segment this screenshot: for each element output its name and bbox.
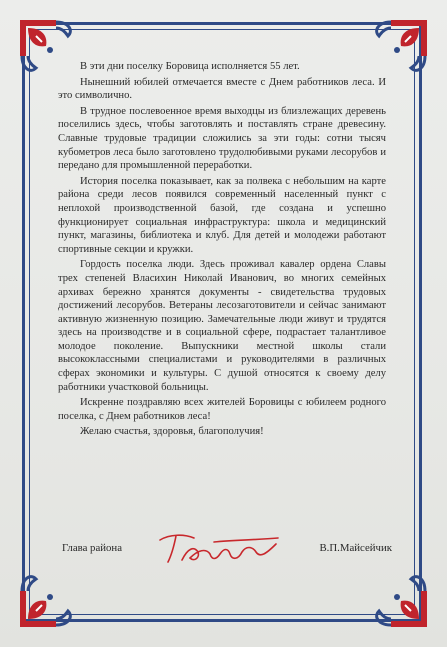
handwritten-signature (154, 530, 284, 568)
corner-ornament-bottom-left (16, 569, 78, 631)
corner-ornament-bottom-right (369, 569, 431, 631)
paragraph-history: В трудное послевоенное время выходцы из близлежащих деревень поселились здесь, чтобы заготовлять и поставлять стране древесину. Славные трудовые традиции сложились за эти годы: сотни тысяч кубометров леса было заготовлено трудолюбивыми руками лесорубов и передано для промышленной переработки. (58, 105, 386, 172)
paragraph-people: Гордость поселка люди. Здесь проживал кавалер ордена Славы трех степеней Власихин Николай Иванович, во многих семейных архивах бережно хранятся документы - свидетельства трудовых достижений лесорубов. Ветераны лесозаготовители и сейчас занимают активную жизненную позицию. Замечательные люди живут и трудятся здесь на производстве и в социальной сфере, подрастает талантливое молодое поколение. Выпускники местной школы стали высококлассными специалистами и руководителями в различных сферах экономики и культуры. С душой относятся к своему делу работники участковой больницы. (58, 259, 386, 393)
paragraph-anniversary: В эти дни поселку Боровица исполняется 55 лет. (80, 61, 300, 72)
paragraph-forest-day: Нынешний юбилей отмечается вместе с Днем работников леса. И это символично. (58, 76, 386, 102)
letter-body (58, 60, 386, 441)
paragraph-development: История поселка показывает, как за полвека с небольшим на карте района среди лесов появился современный населенный пункт с неплохой производственной базой, где создана и успешно функционирует социальная инфраструктура: школа и медицинский пункт, магазины, библиотека и клуб. Для детей и молодежи работают спортивные секции и кружки. (58, 175, 386, 255)
paragraph-wishes: Желаю счастья, здоровья, благополучия! (80, 426, 264, 438)
signature-name: В.П.Майсейчик (319, 542, 392, 554)
signature-block (62, 542, 392, 570)
paragraph-congratulations: Искренне поздравляю всех жителей Боровицы с юбилеем родного поселка, с Днем работников леса! (58, 397, 386, 422)
signature-role: Глава района (62, 542, 122, 554)
